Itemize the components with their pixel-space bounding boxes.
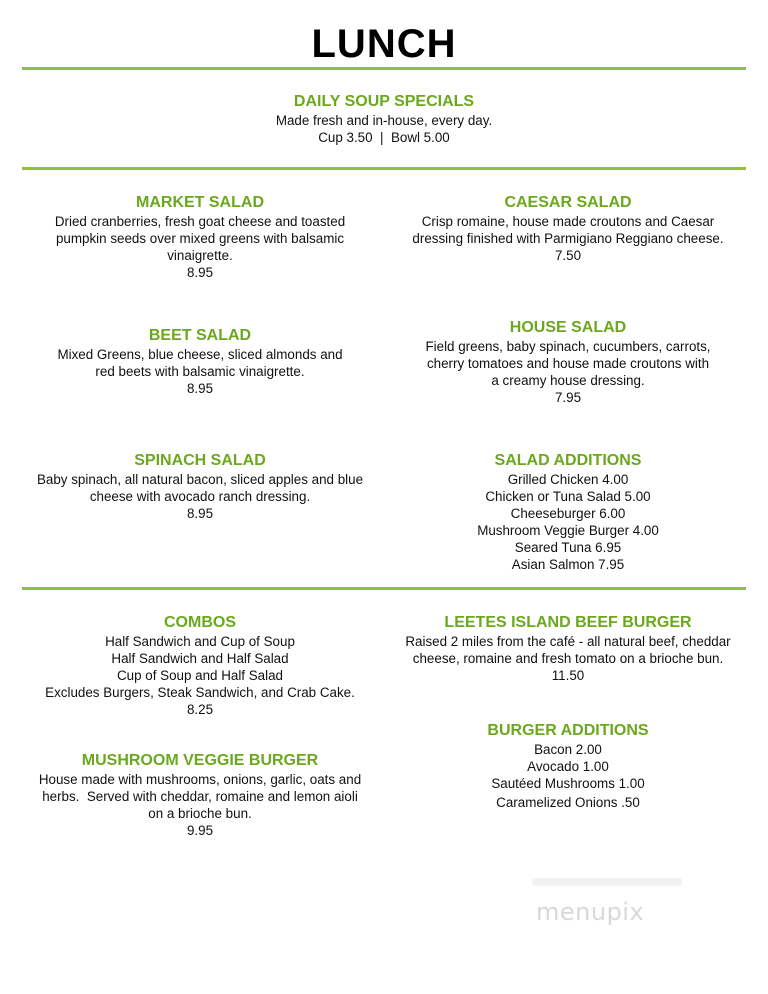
section-line: herbs. Served with cheddar, romaine and lemon aioli [42,789,358,804]
section-line: red beets with balsamic vinaigrette. [95,364,305,379]
price: 11.50 [551,668,585,683]
section-line: Excludes Burgers, Steak Sandwich, and Crab Cake. [45,685,355,700]
burger-additions-section [388,721,748,811]
section-line: Raised 2 miles from the café - all natural beef, cheddar [405,634,731,649]
price: 8.25 [186,702,214,717]
price: 7.50 [554,248,582,263]
salad-additions-section [388,451,748,573]
spinach-salad-section [20,451,380,522]
price: 9.95 [186,823,214,838]
section-line: Made fresh and in-house, every day. [275,113,493,128]
soup-section [0,92,768,146]
section-heading: HOUSE SALAD [509,319,627,336]
section-line: pumpkin seeds over mixed greens with balsamic [55,231,345,246]
addition-item: Bacon 2.00 [534,742,602,757]
section-heading: DAILY SOUP SPECIALS [293,93,475,110]
addition-item: Cheeseburger 6.00 [510,506,626,521]
addition-item: Asian Salmon 7.95 [511,557,625,572]
section-heading: SALAD ADDITIONS [494,452,642,469]
section-heading: CAESAR SALAD [504,194,632,211]
section-line: Field greens, baby spinach, cucumbers, carrots, [425,339,711,354]
section-line: Cup of Soup and Half Salad [116,668,283,683]
addition-item: Seared Tuna 6.95 [514,540,622,555]
section-line: on a brioche bun. [148,806,252,821]
divider-soup [22,167,746,170]
price: 8.95 [186,506,214,521]
section-line: cheese with avocado ranch dressing. [89,489,311,504]
section-line: dressing finished with Parmigiano Reggiano cheese. [412,231,724,246]
addition-item: Chicken or Tuna Salad 5.00 [485,489,651,504]
section-heading: MUSHROOM VEGGIE BURGER [81,752,319,769]
section-heading: MARKET SALAD [136,194,264,211]
veggie-burger-section [20,751,380,839]
section-line: Dried cranberries, fresh goat cheese and toasted [54,214,346,229]
divider-salads [22,587,746,590]
beef-burger-section [388,613,748,684]
section-line: vinaigrette. [167,248,233,263]
combos-section [20,613,380,718]
section-line: cherry tomatoes and house made croutons with [426,356,710,371]
house-salad-section [388,318,748,406]
menupix-watermark: menupix [536,898,645,926]
addition-item: Mushroom Veggie Burger 4.00 [477,523,659,538]
addition-item: Avocado 1.00 [527,759,609,774]
section-line: Cup 3.50 | Bowl 5.00 [318,130,450,145]
section-line: a creamy house dressing. [491,373,645,388]
watermark-bar [532,878,682,886]
addition-item: Caramelized Onions .50 [496,795,640,810]
section-line: Half Sandwich and Half Salad [111,651,289,666]
section-line: Half Sandwich and Cup of Soup [105,634,295,649]
section-line: Crisp romaine, house made croutons and Caesar [421,214,715,229]
beet-salad-section [20,326,380,397]
market-salad-section [20,193,380,281]
price: 8.95 [186,265,214,280]
section-heading: BEET SALAD [148,327,252,344]
divider-top [22,67,746,70]
section-heading: LEETES ISLAND BEEF BURGER [444,614,692,631]
caesar-salad-section [388,193,748,264]
addition-item: Sautéed Mushrooms 1.00 [491,776,645,791]
section-heading: BURGER ADDITIONS [487,722,649,739]
section-line: Mixed Greens, blue cheese, sliced almonds and [57,347,343,362]
menu-title: LUNCH [311,22,457,66]
section-line: House made with mushrooms, onions, garlic, oats and [38,772,362,787]
section-heading: SPINACH SALAD [134,452,266,469]
addition-item: Grilled Chicken 4.00 [507,472,629,487]
section-line: Baby spinach, all natural bacon, sliced apples and blue [36,472,364,487]
section-heading: COMBOS [164,614,236,631]
section-line: cheese, romaine and fresh tomato on a brioche bun. [412,651,724,666]
price: 7.95 [554,390,582,405]
price: 8.95 [186,381,214,396]
